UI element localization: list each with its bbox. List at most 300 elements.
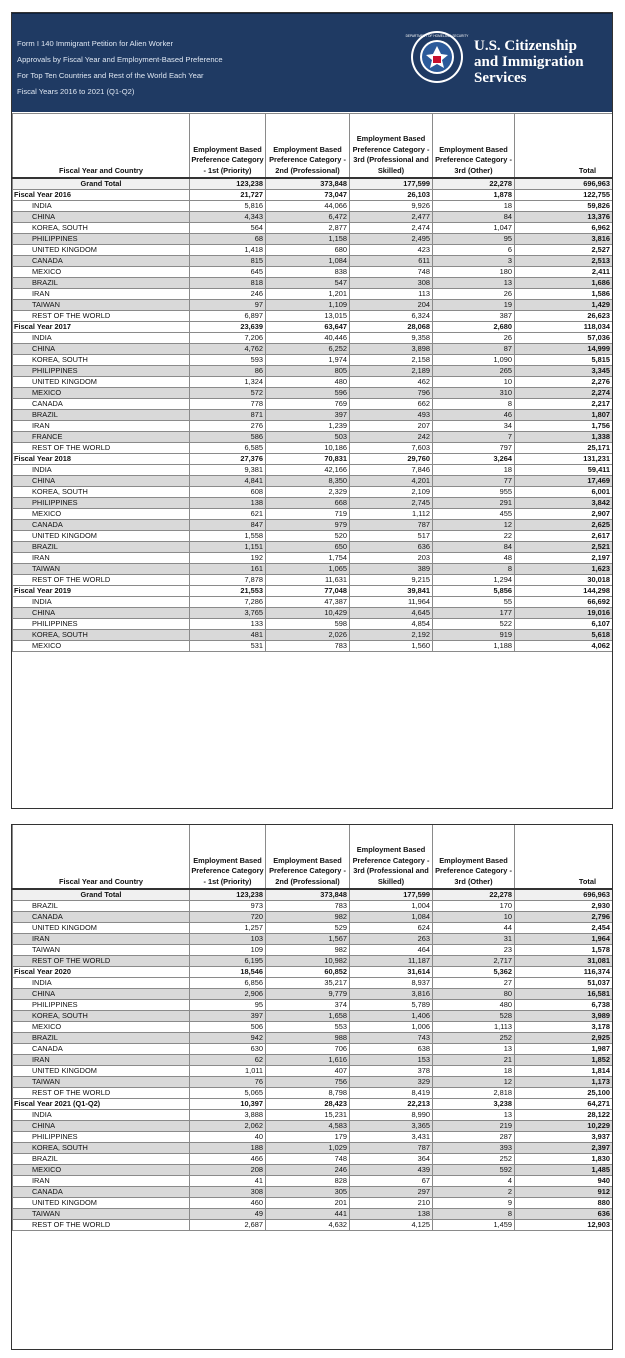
- country-cell: BRAZIL: [13, 1033, 190, 1044]
- table-row: [13, 245, 613, 256]
- total-cell: 59,826: [515, 201, 613, 212]
- fiscal-year-row: [13, 322, 613, 333]
- cat3-cell: 3,431: [350, 1132, 433, 1143]
- cat3-other-cell: 23: [433, 945, 515, 956]
- col-header-cat1: Employment Based Preference Category - 1st (Priority): [190, 114, 266, 179]
- total-cell: 696,963: [515, 178, 613, 190]
- cat3-cell: 22,213: [350, 1099, 433, 1110]
- cat2-cell: 756: [266, 1077, 350, 1088]
- country-cell: CHINA: [13, 989, 190, 1000]
- cat1-cell: 460: [190, 1198, 266, 1209]
- table-row: [13, 1077, 613, 1088]
- grand-total-row: [13, 178, 613, 190]
- table-row: [13, 956, 613, 967]
- table-row: [13, 410, 613, 421]
- cat3-cell: 2,109: [350, 487, 433, 498]
- cat3-cell: 204: [350, 300, 433, 311]
- cat2-cell: 407: [266, 1066, 350, 1077]
- cat3-other-cell: 84: [433, 212, 515, 223]
- cat1-cell: 40: [190, 1132, 266, 1143]
- table-row: [13, 1165, 613, 1176]
- table-row: [13, 923, 613, 934]
- total-cell: 2,527: [515, 245, 613, 256]
- cat1-cell: 481: [190, 630, 266, 641]
- cat3-cell: 1,560: [350, 641, 433, 652]
- country-cell: IRAN: [13, 1176, 190, 1187]
- cat1-cell: 18,546: [190, 967, 266, 978]
- col-header-cat1: Employment Based Preference Category - 1st (Priority): [190, 825, 266, 890]
- table-row: [13, 212, 613, 223]
- total-cell: 1,623: [515, 564, 613, 575]
- report-title-block: [17, 36, 223, 100]
- cat3-other-cell: 22,278: [433, 178, 515, 190]
- cat3-cell: 308: [350, 278, 433, 289]
- cat2-cell: 63,647: [266, 322, 350, 333]
- cat3-cell: 2,745: [350, 498, 433, 509]
- table-row: [13, 443, 613, 454]
- total-cell: 2,617: [515, 531, 613, 542]
- cat3-other-cell: 310: [433, 388, 515, 399]
- total-cell: 3,989: [515, 1011, 613, 1022]
- country-cell: MEXICO: [13, 1022, 190, 1033]
- cat3-other-cell: 80: [433, 989, 515, 1000]
- cat3-cell: 11,187: [350, 956, 433, 967]
- cat3-other-cell: 95: [433, 234, 515, 245]
- cat3-cell: 8,419: [350, 1088, 433, 1099]
- cat3-other-cell: 2,818: [433, 1088, 515, 1099]
- cat3-other-cell: 44: [433, 923, 515, 934]
- cat3-cell: 2,474: [350, 223, 433, 234]
- cat1-cell: 27,376: [190, 454, 266, 465]
- agency-name-line-1: U.S. Citizenship: [474, 38, 577, 54]
- table-row: [13, 1187, 613, 1198]
- cat2-cell: 2,329: [266, 487, 350, 498]
- total-cell: 1,173: [515, 1077, 613, 1088]
- cat3-other-cell: 219: [433, 1121, 515, 1132]
- total-cell: 1,586: [515, 289, 613, 300]
- col-header-cat3: Employment Based Preference Category - 3rd (Professional and Skilled): [350, 825, 433, 890]
- table-row: [13, 388, 613, 399]
- table-row: [13, 311, 613, 322]
- col-header-total: Total: [515, 825, 613, 890]
- cat3-cell: 29,760: [350, 454, 433, 465]
- cat3-cell: 493: [350, 410, 433, 421]
- cat2-cell: 42,166: [266, 465, 350, 476]
- cat1-cell: 161: [190, 564, 266, 575]
- cat2-cell: 70,831: [266, 454, 350, 465]
- country-cell: MEXICO: [13, 1165, 190, 1176]
- cat3-other-cell: 252: [433, 1033, 515, 1044]
- country-cell: CHINA: [13, 1121, 190, 1132]
- cat2-cell: 598: [266, 619, 350, 630]
- cat2-cell: 60,852: [266, 967, 350, 978]
- cat2-cell: 769: [266, 399, 350, 410]
- cat3-other-cell: 22: [433, 531, 515, 542]
- cat3-other-cell: 3,238: [433, 1099, 515, 1110]
- cat1-cell: 95: [190, 1000, 266, 1011]
- cat3-other-cell: 252: [433, 1154, 515, 1165]
- cat3-other-cell: 48: [433, 553, 515, 564]
- cat1-cell: 4,762: [190, 344, 266, 355]
- country-cell: UNITED KINGDOM: [13, 245, 190, 256]
- cat3-cell: 3,365: [350, 1121, 433, 1132]
- total-cell: 25,171: [515, 443, 613, 454]
- cat2-cell: 1,029: [266, 1143, 350, 1154]
- cat2-cell: 982: [266, 945, 350, 956]
- table-row: [13, 300, 613, 311]
- cat3-other-cell: 10: [433, 377, 515, 388]
- table-row: [13, 901, 613, 912]
- cat1-cell: 1,558: [190, 531, 266, 542]
- table-row: [13, 1220, 613, 1231]
- total-cell: 6,962: [515, 223, 613, 234]
- table-row: [13, 465, 613, 476]
- country-cell: MEXICO: [13, 267, 190, 278]
- table-body-part-1: [13, 178, 613, 652]
- cat2-cell: 10,186: [266, 443, 350, 454]
- cat3-other-cell: 26: [433, 333, 515, 344]
- total-cell: 1,686: [515, 278, 613, 289]
- country-cell: TAIWAN: [13, 945, 190, 956]
- cat3-cell: 67: [350, 1176, 433, 1187]
- country-cell: MEXICO: [13, 509, 190, 520]
- country-cell: BRAZIL: [13, 410, 190, 421]
- cat1-cell: 188: [190, 1143, 266, 1154]
- total-cell: 17,469: [515, 476, 613, 487]
- cat3-other-cell: 4: [433, 1176, 515, 1187]
- cat3-cell: 8,937: [350, 978, 433, 989]
- table-row: [13, 1055, 613, 1066]
- total-cell: 28,122: [515, 1110, 613, 1121]
- cat2-cell: 13,015: [266, 311, 350, 322]
- country-cell: IRAN: [13, 1055, 190, 1066]
- cat1-cell: 5,065: [190, 1088, 266, 1099]
- cat3-other-cell: 5,856: [433, 586, 515, 597]
- country-cell: Fiscal Year 2018: [13, 454, 190, 465]
- agency-name-line-2: and Immigration: [474, 54, 584, 70]
- cat3-cell: 462: [350, 377, 433, 388]
- cat2-cell: 529: [266, 923, 350, 934]
- cat1-cell: 276: [190, 421, 266, 432]
- cat3-other-cell: 1,047: [433, 223, 515, 234]
- total-cell: 66,692: [515, 597, 613, 608]
- cat3-cell: 9,358: [350, 333, 433, 344]
- cat1-cell: 1,324: [190, 377, 266, 388]
- cat3-cell: 662: [350, 399, 433, 410]
- country-cell: PHILIPPINES: [13, 1132, 190, 1143]
- total-cell: 30,018: [515, 575, 613, 586]
- table-row: [13, 619, 613, 630]
- cat2-cell: 783: [266, 641, 350, 652]
- total-cell: 122,755: [515, 190, 613, 201]
- country-cell: PHILIPPINES: [13, 1000, 190, 1011]
- cat3-cell: 203: [350, 553, 433, 564]
- cat1-cell: 41: [190, 1176, 266, 1187]
- cat3-other-cell: 1,188: [433, 641, 515, 652]
- cat2-cell: 1,567: [266, 934, 350, 945]
- cat3-other-cell: 5,362: [433, 967, 515, 978]
- table-row: [13, 201, 613, 212]
- report-header: [12, 12, 612, 112]
- country-cell: CHINA: [13, 476, 190, 487]
- cat2-cell: 373,848: [266, 178, 350, 190]
- cat1-cell: 138: [190, 498, 266, 509]
- cat3-cell: 153: [350, 1055, 433, 1066]
- cat3-other-cell: 387: [433, 311, 515, 322]
- cat1-cell: 621: [190, 509, 266, 520]
- cat1-cell: 192: [190, 553, 266, 564]
- cat3-cell: 423: [350, 245, 433, 256]
- cat3-cell: 1,004: [350, 901, 433, 912]
- total-cell: 2,276: [515, 377, 613, 388]
- cat3-other-cell: 18: [433, 465, 515, 476]
- cat3-other-cell: 528: [433, 1011, 515, 1022]
- cat2-cell: 668: [266, 498, 350, 509]
- fiscal-year-row: [13, 454, 613, 465]
- cat3-other-cell: 3,264: [433, 454, 515, 465]
- total-cell: 2,625: [515, 520, 613, 531]
- table-row: [13, 531, 613, 542]
- cat3-cell: 389: [350, 564, 433, 575]
- cat2-cell: 547: [266, 278, 350, 289]
- cat2-cell: 982: [266, 912, 350, 923]
- cat1-cell: 630: [190, 1044, 266, 1055]
- cat1-cell: 942: [190, 1033, 266, 1044]
- cat1-cell: 6,897: [190, 311, 266, 322]
- col-header-cat2: Employment Based Preference Category - 2nd (Professional): [266, 114, 350, 179]
- cat3-cell: 6,324: [350, 311, 433, 322]
- cat3-cell: 177,599: [350, 889, 433, 901]
- cat3-cell: 329: [350, 1077, 433, 1088]
- cat1-cell: 3,888: [190, 1110, 266, 1121]
- cat3-other-cell: 265: [433, 366, 515, 377]
- table-row: [13, 399, 613, 410]
- total-cell: 2,197: [515, 553, 613, 564]
- cat1-cell: 2,062: [190, 1121, 266, 1132]
- total-cell: 16,581: [515, 989, 613, 1000]
- cat3-other-cell: 6: [433, 245, 515, 256]
- table-row: [13, 978, 613, 989]
- cat2-cell: 6,472: [266, 212, 350, 223]
- table-header-row: [13, 114, 613, 179]
- country-cell: TAIWAN: [13, 1209, 190, 1220]
- cat3-cell: 207: [350, 421, 433, 432]
- approvals-table-part-1: [12, 113, 613, 652]
- country-cell: CANADA: [13, 520, 190, 531]
- cat2-cell: 596: [266, 388, 350, 399]
- table-row: [13, 641, 613, 652]
- cat1-cell: 871: [190, 410, 266, 421]
- cat3-other-cell: 84: [433, 542, 515, 553]
- cat2-cell: 706: [266, 1044, 350, 1055]
- cat1-cell: 973: [190, 901, 266, 912]
- cat1-cell: 506: [190, 1022, 266, 1033]
- total-cell: 1,338: [515, 432, 613, 443]
- cat3-other-cell: 919: [433, 630, 515, 641]
- cat2-cell: 397: [266, 410, 350, 421]
- cat1-cell: 1,257: [190, 923, 266, 934]
- cat3-other-cell: 3: [433, 256, 515, 267]
- cat1-cell: 531: [190, 641, 266, 652]
- table-row: [13, 989, 613, 1000]
- cat3-cell: 28,068: [350, 322, 433, 333]
- cat3-other-cell: 1,090: [433, 355, 515, 366]
- cat3-cell: 624: [350, 923, 433, 934]
- cat3-cell: 439: [350, 1165, 433, 1176]
- cat2-cell: 1,084: [266, 256, 350, 267]
- cat2-cell: 1,065: [266, 564, 350, 575]
- total-cell: 2,521: [515, 542, 613, 553]
- cat3-cell: 138: [350, 1209, 433, 1220]
- country-cell: BRAZIL: [13, 278, 190, 289]
- country-cell: IRAN: [13, 421, 190, 432]
- total-cell: 131,231: [515, 454, 613, 465]
- cat3-other-cell: 480: [433, 1000, 515, 1011]
- cat2-cell: 1,239: [266, 421, 350, 432]
- cat3-cell: 748: [350, 267, 433, 278]
- total-cell: 2,274: [515, 388, 613, 399]
- country-cell: CANADA: [13, 1044, 190, 1055]
- cat2-cell: 1,201: [266, 289, 350, 300]
- total-cell: 912: [515, 1187, 613, 1198]
- cat1-cell: 778: [190, 399, 266, 410]
- cat1-cell: 9,381: [190, 465, 266, 476]
- cat3-cell: 210: [350, 1198, 433, 1209]
- cat2-cell: 2,026: [266, 630, 350, 641]
- table-row: [13, 608, 613, 619]
- cat3-other-cell: 12: [433, 1077, 515, 1088]
- cat1-cell: 208: [190, 1165, 266, 1176]
- cat3-cell: 611: [350, 256, 433, 267]
- table-row: [13, 278, 613, 289]
- cat3-cell: 636: [350, 542, 433, 553]
- fiscal-year-row: [13, 190, 613, 201]
- cat1-cell: 49: [190, 1209, 266, 1220]
- country-cell: INDIA: [13, 465, 190, 476]
- cat3-other-cell: 2,717: [433, 956, 515, 967]
- cat3-other-cell: 87: [433, 344, 515, 355]
- cat2-cell: 4,583: [266, 1121, 350, 1132]
- table-row: [13, 553, 613, 564]
- cat3-other-cell: 291: [433, 498, 515, 509]
- cat3-cell: 8,990: [350, 1110, 433, 1121]
- cat1-cell: 586: [190, 432, 266, 443]
- total-cell: 19,016: [515, 608, 613, 619]
- table-row: [13, 344, 613, 355]
- cat1-cell: 608: [190, 487, 266, 498]
- table-row: [13, 377, 613, 388]
- cat3-other-cell: 55: [433, 597, 515, 608]
- total-cell: 2,930: [515, 901, 613, 912]
- cat2-cell: 40,446: [266, 333, 350, 344]
- cat2-cell: 1,658: [266, 1011, 350, 1022]
- cat1-cell: 6,195: [190, 956, 266, 967]
- table-row: [13, 267, 613, 278]
- cat3-cell: 4,854: [350, 619, 433, 630]
- total-cell: 2,397: [515, 1143, 613, 1154]
- country-cell: INDIA: [13, 201, 190, 212]
- country-cell: CHINA: [13, 344, 190, 355]
- cat3-other-cell: 2: [433, 1187, 515, 1198]
- cat1-cell: 10,397: [190, 1099, 266, 1110]
- cat3-other-cell: 27: [433, 978, 515, 989]
- total-cell: 1,814: [515, 1066, 613, 1077]
- total-cell: 14,999: [515, 344, 613, 355]
- total-cell: 6,107: [515, 619, 613, 630]
- cat3-other-cell: 18: [433, 201, 515, 212]
- table-row: [13, 630, 613, 641]
- total-cell: 1,485: [515, 1165, 613, 1176]
- country-cell: BRAZIL: [13, 1154, 190, 1165]
- cat3-other-cell: 21: [433, 1055, 515, 1066]
- cat3-other-cell: 8: [433, 399, 515, 410]
- cat2-cell: 10,982: [266, 956, 350, 967]
- country-cell: Fiscal Year 2021 (Q1-Q2): [13, 1099, 190, 1110]
- cat2-cell: 374: [266, 1000, 350, 1011]
- country-cell: UNITED KINGDOM: [13, 1066, 190, 1077]
- country-cell: PHILIPPINES: [13, 498, 190, 509]
- approvals-table-part-2: [12, 824, 613, 1231]
- total-cell: 2,925: [515, 1033, 613, 1044]
- table-row: [13, 1209, 613, 1220]
- country-cell: CHINA: [13, 608, 190, 619]
- cat2-cell: 1,158: [266, 234, 350, 245]
- country-cell: UNITED KINGDOM: [13, 1198, 190, 1209]
- country-cell: KOREA, SOUTH: [13, 1011, 190, 1022]
- cat2-cell: 1,974: [266, 355, 350, 366]
- table-row: [13, 355, 613, 366]
- cat3-cell: 3,816: [350, 989, 433, 1000]
- cat3-cell: 1,112: [350, 509, 433, 520]
- dhs-seal-icon: [405, 30, 469, 84]
- cat1-cell: 7,286: [190, 597, 266, 608]
- cat2-cell: 748: [266, 1154, 350, 1165]
- total-cell: 3,842: [515, 498, 613, 509]
- cat1-cell: 97: [190, 300, 266, 311]
- cat2-cell: 73,047: [266, 190, 350, 201]
- agency-name-line-3: Services: [474, 70, 527, 86]
- cat3-cell: 2,189: [350, 366, 433, 377]
- country-cell: KOREA, SOUTH: [13, 630, 190, 641]
- country-cell: PHILIPPINES: [13, 619, 190, 630]
- cat2-cell: 6,252: [266, 344, 350, 355]
- cat1-cell: 103: [190, 934, 266, 945]
- table-body-part-2: [13, 889, 613, 1231]
- cat3-other-cell: 12: [433, 520, 515, 531]
- total-cell: 118,034: [515, 322, 613, 333]
- cat3-cell: 787: [350, 520, 433, 531]
- cat3-cell: 796: [350, 388, 433, 399]
- table-row: [13, 934, 613, 945]
- cat3-other-cell: 77: [433, 476, 515, 487]
- cat3-other-cell: 8: [433, 1209, 515, 1220]
- total-cell: 5,618: [515, 630, 613, 641]
- cat2-cell: 553: [266, 1022, 350, 1033]
- table-row: [13, 1033, 613, 1044]
- cat3-other-cell: 955: [433, 487, 515, 498]
- cat1-cell: 1,151: [190, 542, 266, 553]
- cat3-cell: 743: [350, 1033, 433, 1044]
- title-line-approvals: Approvals by Fiscal Year and Employment-Based Preference: [17, 55, 223, 64]
- total-cell: 940: [515, 1176, 613, 1187]
- grand-total-row: [13, 889, 613, 901]
- cat2-cell: 828: [266, 1176, 350, 1187]
- total-cell: 1,987: [515, 1044, 613, 1055]
- total-cell: 6,001: [515, 487, 613, 498]
- cat2-cell: 783: [266, 901, 350, 912]
- table-row: [13, 432, 613, 443]
- cat3-other-cell: 2,680: [433, 322, 515, 333]
